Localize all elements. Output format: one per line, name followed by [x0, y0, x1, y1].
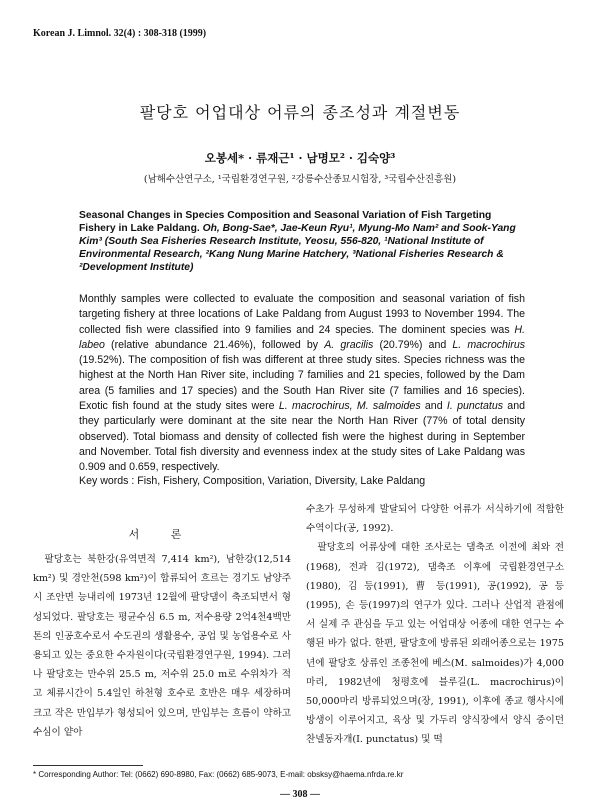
abstract-text: (19.52%). The composition of fish was different at three study sites. Species richness was the highest at the North Han River site, including 7 families and 21 species, followed by the Dam area (5 families and 17 species) and the South Han River site (7 families and 16 species). Exotic fish found at the study sites were: [79, 354, 525, 413]
body-column-right: [306, 500, 564, 750]
abstract-text: and: [420, 400, 447, 413]
footnote-divider: [33, 765, 143, 766]
english-authors: Oh, Bong-Sae*, Jae-Keun Ryu¹, Myung-Mo Nam² and Sook-Yang Kim³: [79, 223, 516, 247]
species-name: L. macrochirus: [452, 338, 526, 351]
body-paragraph: 팔당호는 북한강(유역면적 7,414 km²), 남한강(12,514 km²) 및 경안천(598 km²)이 합류되어 흐르는 경기도 남양주시 조안면 능내리에 1973년 12월에 팔당댐이 축조되면서 형성되었다. 팔당호는 평균수심 6.5 m, 저수용량 2억4천4백만톤의 인공호수로서 수도권의 생활용수, 공업 및 농업용수로 사용되고 있는 중요한 수자원이다(국립환경연구원, 1994). 그러나 팔당호는 만수위 25.5 m, 저수위 25.0 m로 수위차가 적고 체류시간이 5.4일인 하천형 호수로 호반은 매우 세장하며 크고 작은 만입부가 형성되어 있으며, 만입부는 흐름이 약하고 수심이 얕아: [33, 554, 291, 738]
section-heading: 서 론: [128, 528, 196, 541]
species-name: I. punctatus: [446, 400, 504, 413]
body-column-left: [33, 525, 291, 742]
body-paragraph: 수초가 무성하게 발달되어 다양한 어류가 서식하기에 적합한 수역이다(공, 1992).: [306, 504, 564, 535]
english-header: [79, 209, 525, 274]
english-affiliations: (South Sea Fisheries Research Institute, Yeosu, 556-820, ¹National Institute of Environmental Research, ²Kang Nung Marine Hatchery, ³National Fisheries Research & ²Development Institute): [79, 236, 504, 273]
korean-title: 팔당호 어업대상 어류의 종조성과 계절변동: [139, 103, 461, 122]
abstract-text: (20.79%) and: [373, 338, 453, 351]
korean-affiliations: (남해수산연구소, ¹국립환경연구원, ²강릉수산종묘시험장, ³국립수산진흥원): [143, 174, 457, 185]
body-paragraph: 팔당호의 어류상에 대한 조사로는 댐축조 이전에 최와 전(1968), 전과 김(1972), 댐축조 이후에 국립환경연구소(1980), 김 등(1991), 曹 등(1991), 공(1992), 공 등(1995), 손 등(1997)의 연구가 있다. 그러나 산업적 관점에서 실제 주 관심을 두고 있는 어업대상 어종에 대한 연구는 수행된 바가 없다. 한편, 팔당호에 방류된 외래어종으로는 1975년에 팔당호 상류인 조종천에 베스(M. salmoides)가 4,000마리, 1982년에 청평호에 블루길(L. macrochirus)이 50,000마리 방류되었으며(장, 1991), 이후에 종교 행사시에 방생이 이루어지고, 육상 및 가두리 양식장에서 양식 중이던 찬넬동자개(I. punctatus) 및 떡: [306, 542, 564, 746]
abstract-text: and they particularly were dominant at the site near the North Han River (77% of total density observed). Total biomass and density of collected fish were the highest during in September and November. Total fish diversity and evenness index at the study sites of Lake Paldang was 0.909 and 0.659, respectively.: [79, 400, 525, 474]
abstract: [79, 292, 525, 476]
abstract-text: Monthly samples were collected to evaluate the composition and seasonal variation of fish targeting fishery at three locations of Lake Paldang from August 1993 to November 1994. The collected fish were classified into 9 families and 24 species. The dominent species was: [79, 293, 525, 336]
species-name: H. labeo: [79, 323, 525, 351]
korean-authors: 오봉세* · 류재근¹ · 남명모² · 김숙양³: [204, 151, 396, 165]
english-title: Seasonal Changes in Species Composition and Seasonal Variation of Fish Targeting Fishery in Lake Paldang.: [79, 210, 492, 234]
journal-reference: Korean J. Limnol. 32(4) : 308-318 (1999): [33, 28, 207, 39]
species-name: A. gracilis: [324, 338, 374, 351]
footnote: * Corresponding Author: Tel: (0662) 690-8980, Fax: (0662) 685-9073, E-mail: obsksy@haema.nfrda.re.kr: [33, 770, 404, 779]
abstract-text: (relative abundance 21.46%), followed by: [104, 338, 325, 351]
page-number: — 308 —: [280, 789, 320, 800]
keywords: Key words : Fish, Fishery, Composition, Variation, Diversity, Lake Paldang: [79, 475, 426, 487]
species-name: L. macrochirus, M. salmoides: [278, 400, 421, 413]
